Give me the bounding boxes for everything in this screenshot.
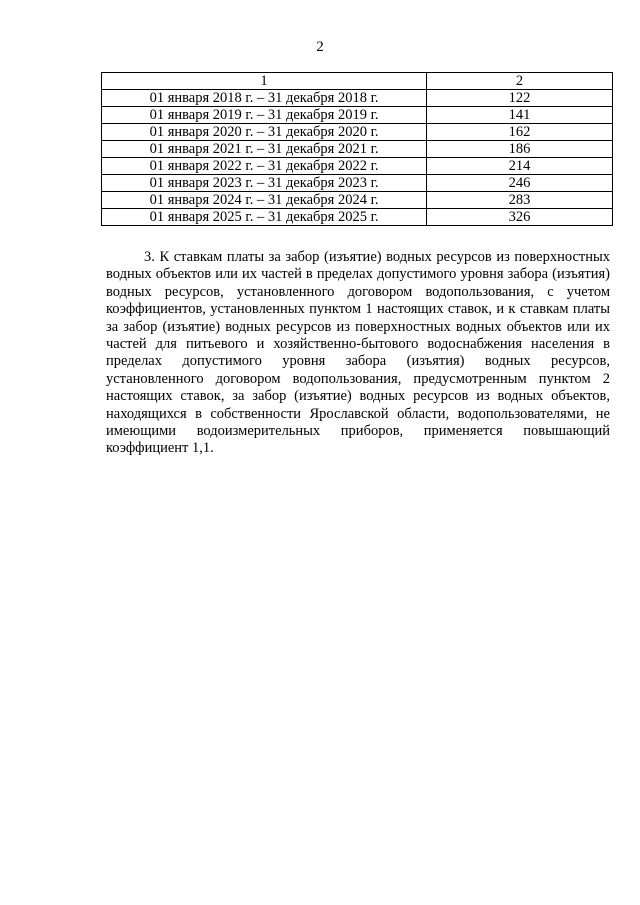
rate-cell: 186 [427,141,613,158]
page-number: 2 [316,39,324,55]
period-cell: 01 января 2022 г. – 31 декабря 2022 г. [102,158,427,175]
table-row [102,192,613,209]
rate-cell: 141 [427,107,613,124]
table-row [102,209,613,226]
rates-table-body [102,73,613,226]
paragraph-clause-3: 3. К ставкам платы за забор (изъятие) водных ресурсов из поверхностных водных объектов или их частей в пределах допустимого уровня забора (изъятия) водных ресурсов, установленного договором водопользования, с учетом коэффициентов, установленных пунктом 1 настоящих ставок, и к ставкам платы за забор (изъятие) водных ресурсов из поверхностных водных объектов или их частей для питьевого и хозяйственно-бытового водоснабжения населения в пределах допустимого уровня забора (изъятия) водных ресурсов, установленного договором водопользования, предусмотренным пунктом 2 настоящих ставок, за забор (изъятие) водных ресурсов из водных объектов, находящихся в собственности Ярославской области, водопользователями, не имеющими водоизмерительных приборов, применяется повышающий коэффициент 1,1. [106,249,610,457]
rate-cell: 246 [427,175,613,192]
table-row [102,175,613,192]
table-row [102,141,613,158]
period-cell: 01 января 2018 г. – 31 декабря 2018 г. [102,90,427,107]
period-cell: 01 января 2024 г. – 31 декабря 2024 г. [102,192,427,209]
period-cell: 01 января 2023 г. – 31 декабря 2023 г. [102,175,427,192]
period-cell: 01 января 2025 г. – 31 декабря 2025 г. [102,209,427,226]
table-row [102,124,613,141]
rate-cell: 283 [427,192,613,209]
table-row [102,90,613,107]
period-cell: 01 января 2021 г. – 31 декабря 2021 г. [102,141,427,158]
rate-cell: 122 [427,90,613,107]
period-cell: 01 января 2019 г. – 31 декабря 2019 г. [102,107,427,124]
rate-cell: 326 [427,209,613,226]
column-header-rate: 2 [427,73,613,90]
rate-cell: 162 [427,124,613,141]
table-row [102,158,613,175]
table-row [102,107,613,124]
rate-cell: 214 [427,158,613,175]
rates-table [101,72,613,226]
table-header-row [102,73,613,90]
column-header-period: 1 [102,73,427,90]
period-cell: 01 января 2020 г. – 31 декабря 2020 г. [102,124,427,141]
